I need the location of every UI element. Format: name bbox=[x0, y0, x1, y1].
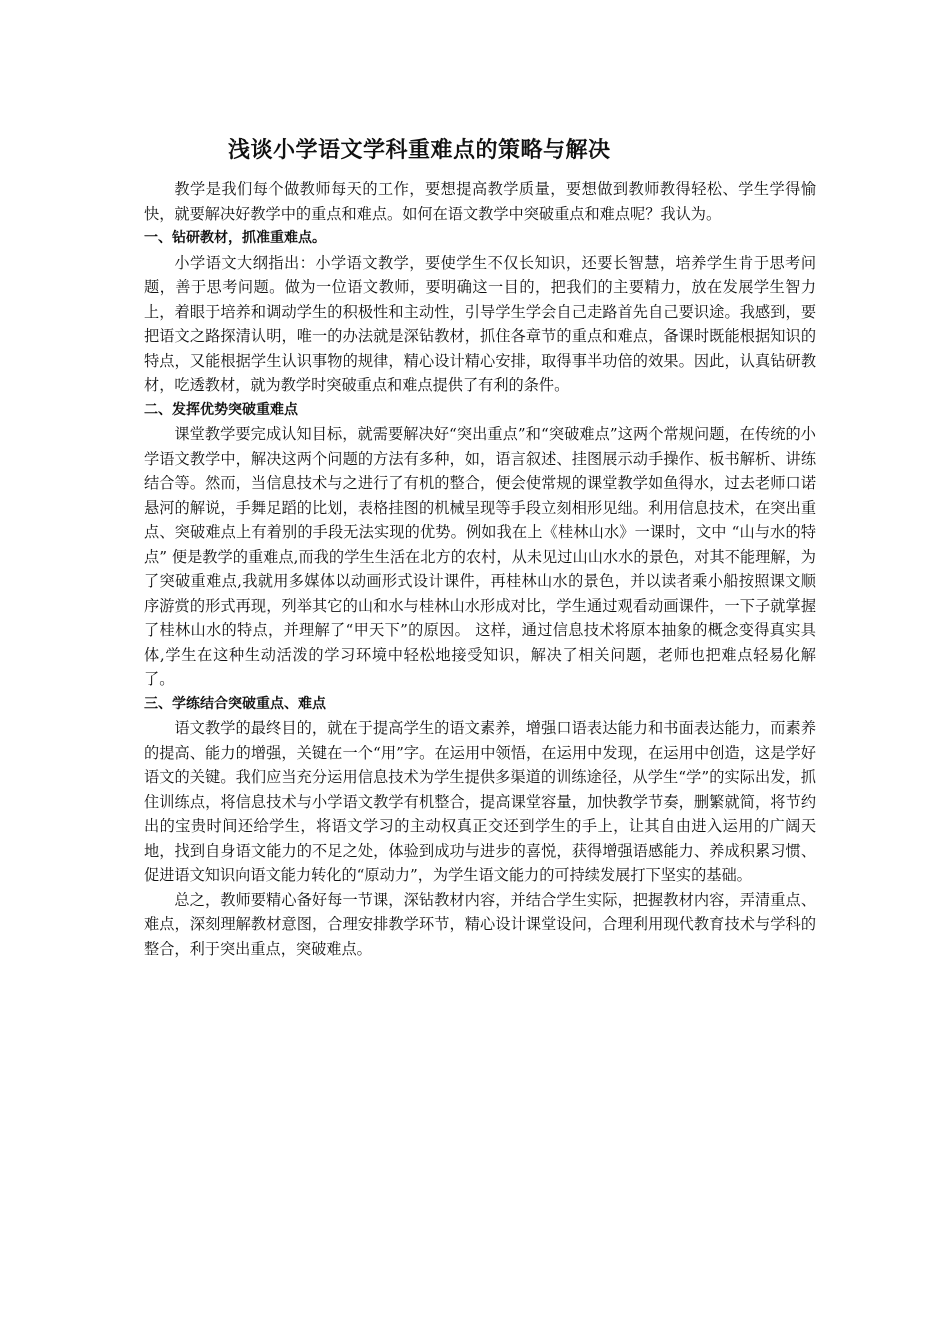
section-heading-3: 三、学练结合突破重点、难点 bbox=[144, 695, 326, 712]
section-paragraph-1: 小学语文大纲指出：小学语文教学，要使学生不仅长知识，还要长智慧，培养学生肯于思考问题，善于思考问题。做为一位语文教师，要明确这一目的，把我们的主要精力，放在发展学生智力上，着眼于培养和调动学生的积极性和主动性，引导学生学会自己走路首先自己要识途。我感到，要把语文之路探清认明，唯一的办法就是深钻教材，抓住各章节的重点和难点，备课时既能根据知识的特点，又能根据学生认识事物的规律，精心设计精心安排，取得事半功倍的效果。因此，认真钻研教材，吃透教材，就为教学时突破重点和难点提供了有利的条件。 bbox=[144, 253, 816, 394]
section-heading-1: 一、钻研教材，抓准重难点。 bbox=[144, 230, 326, 246]
document-title: 浅谈小学语文学科重难点的策略与解决 bbox=[228, 138, 611, 163]
section-heading-2: 二、发挥优势突破重难点 bbox=[144, 401, 298, 418]
section-paragraph-3: 语文教学的最终目的，就在于提高学生的语文素养，增强口语表达能力和书面表达能力，而素养的提高、能力的增强，关键在一个“用”字。在运用中领悟，在运用中发现，在运用中创造，这是学好语文的关键。我们应当充分运用信息技术为学生提供多渠道的训练途径，从学生“学”的实际出发，抓住训练点，将信息技术与小学语文教学有机整合，提高课堂容量，加快教学节奏，删繁就简，将节约出的宝贵时间还给学生，将语文学习的主动权真正交还到学生的手上，让其自由进入运用的广阔天地，找到自身语文能力的不足之处，体验到成功与进步的喜悦，获得增强语感能力、养成积累习惯、促进语文知识向语文能力转化的“原动力”，为学生语文能力的可持续发展打下坚实的基础。 bbox=[144, 719, 816, 884]
intro-paragraph: 教学是我们每个做教师每天的工作，要想提高教学质量，要想做到教师教得轻松、学生学得愉快，就要解决好教学中的重点和难点。如何在语文教学中突破重点和难点呢？我认为。 bbox=[144, 180, 816, 223]
document-page bbox=[144, 135, 816, 961]
conclusion-paragraph: 总之，教师要精心备好每一节课，深钻教材内容，并结合学生实际，把握教材内容，弄清重点、难点，深刻理解教材意图，合理安排教学环节，精心设计课堂设问，合理利用现代教育技术与学科的整合，利于突出重点，突破难点。 bbox=[144, 890, 816, 958]
section-paragraph-2: 课堂教学要完成认知目标，就需要解决好“突出重点”和“突破难点”这两个常规问题，在传统的小学语文教学中，解决这两个问题的方法有多种，如，语言叙述、挂图展示动手操作、板书解析、讲练结合等。然而，当信息技术与之进行了有机的整合，便会使常规的课堂教学如鱼得水，过去老师口诺悬河的解说，手舞足蹈的比划，表格挂图的机械呈现等手段立刻相形见绌。利用信息技术，在突出重点、突破难点上有着别的手段无法实现的优势。例如我在上《桂林山水》一课时，文中 “山与水的特点” 便是教学的重难点,而我的学生生活在北方的农村，从未见过山山水水的景色，对其不能理解，为了突破重难点,我就用多媒体以动画形式设计课件，再桂林山水的景色，并以读者乘小船按照课文顺序游赏的形式再现，列举其它的山和水与桂林山水形成对比，学生通过观看动画课件，一下子就掌握了桂林山水的特点，并理解了“甲天下”的原因。 这样，通过信息技术将原本抽象的概念变得真实具体,学生在这种生动活泼的学习环境中轻松地接受知识，解决了相关问题，老师也把难点轻易化解了。 bbox=[144, 425, 816, 688]
